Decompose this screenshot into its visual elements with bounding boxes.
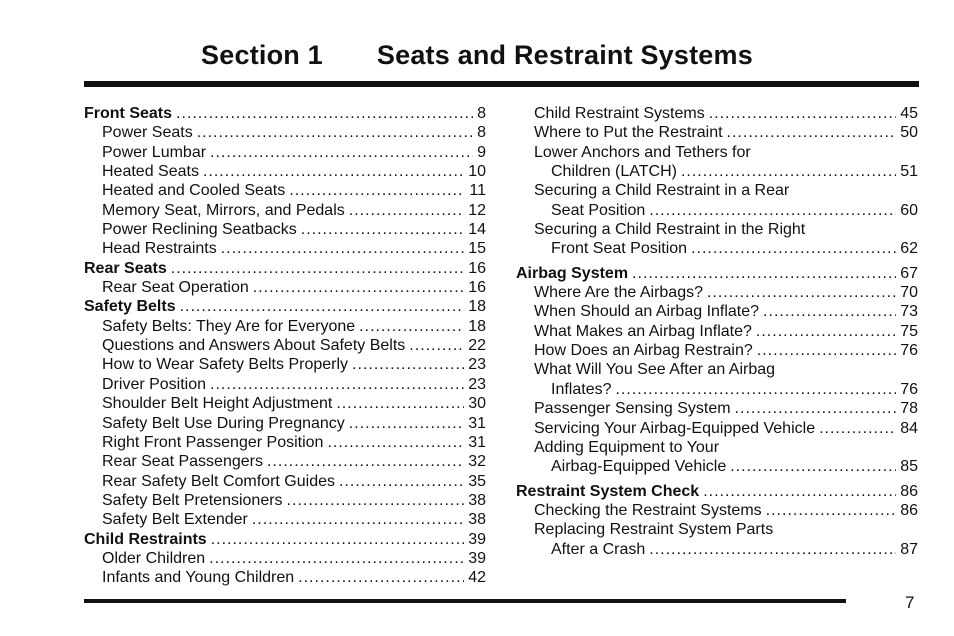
toc-entry[interactable] (84, 355, 486, 374)
toc-section-entry[interactable] (84, 530, 486, 549)
toc-entry-label: Older Children (102, 549, 206, 567)
toc-entry[interactable] (84, 491, 486, 510)
toc-entry-page: 30 (468, 395, 486, 413)
toc-entry-page: 10 (468, 163, 486, 181)
toc-entry-label: Head Restraints (102, 240, 217, 258)
dot-leader (336, 394, 464, 413)
toc-entry-label: Lower Anchors and Tethers for (534, 143, 751, 161)
toc-entry-label: Rear Seat Passengers (102, 453, 263, 471)
toc-entry-page: 76 (900, 342, 918, 360)
dot-leader (349, 201, 464, 220)
toc-entry[interactable] (84, 472, 486, 491)
dot-leader (707, 283, 896, 302)
toc-entry[interactable] (516, 302, 918, 321)
toc-entry[interactable] (516, 419, 918, 438)
toc-entry-page: 8 (477, 105, 486, 122)
dot-leader (197, 123, 473, 142)
toc-entry-label: Where to Put the Restraint (534, 124, 723, 142)
dot-leader (289, 181, 465, 200)
toc-entry-label: Rear Safety Belt Comfort Guides (102, 472, 335, 490)
section-heading (0, 40, 954, 71)
dot-leader (171, 259, 464, 278)
toc-entry[interactable] (84, 162, 486, 181)
toc-entry-label: Front Seat Position (551, 240, 688, 258)
toc-entry-label: Restraint System Check (516, 482, 700, 500)
toc-entry-label: How Does an Airbag Restrain? (534, 342, 753, 360)
toc-entry-label: Passenger Sensing System (534, 400, 731, 418)
toc-entry-page: 73 (900, 303, 918, 321)
toc-entry-label: Safety Belts (84, 298, 176, 316)
dot-leader (709, 104, 896, 123)
toc-entry-page: 38 (468, 511, 486, 529)
toc-entry-label: Memory Seat, Mirrors, and Pedals (102, 201, 345, 219)
toc-entry-label: Power Reclining Seatbacks (102, 221, 297, 239)
toc-entry-label: Safety Belt Pretensioners (102, 491, 283, 509)
toc-entry-page: 60 (900, 201, 918, 219)
dot-leader (298, 568, 464, 587)
toc-entry[interactable] (84, 201, 486, 220)
toc-entry-label: What Will You See After an Airbag (534, 361, 776, 379)
toc-entry-label: Safety Belt Extender (102, 511, 248, 529)
toc-entry-page: 38 (468, 491, 486, 509)
toc-entry-label: Securing a Child Restraint in a Rear (534, 182, 790, 200)
toc-section-entry[interactable] (84, 104, 486, 123)
toc-entry-label: Child Restraint Systems (534, 105, 705, 122)
toc-entry-label: Right Front Passenger Position (102, 433, 324, 451)
toc-entry-label: Power Lumbar (102, 143, 207, 161)
toc-entry-label: Replacing Restraint System Parts (534, 521, 774, 539)
toc-entry-label: Adding Equipment to Your (534, 438, 720, 456)
dot-leader (301, 220, 464, 239)
toc-entry-label: Heated and Cooled Seats (102, 182, 286, 200)
toc-section-entry[interactable] (516, 264, 918, 283)
toc-entry-page: 8 (477, 124, 486, 142)
dot-leader (209, 549, 464, 568)
toc-entry-label: Securing a Child Restraint in the Right (534, 221, 806, 239)
dot-leader (221, 239, 464, 258)
dot-leader (691, 239, 896, 258)
dot-leader (681, 162, 896, 181)
toc-entry[interactable] (84, 452, 486, 471)
dot-leader (359, 317, 464, 336)
toc-entry[interactable] (516, 341, 918, 360)
toc-entry-label: Power Seats (102, 124, 193, 142)
dot-leader (267, 452, 464, 471)
top-rule (84, 81, 919, 87)
toc-entry[interactable] (516, 501, 918, 520)
toc-entry[interactable] (516, 438, 918, 457)
toc-entry-page: 16 (468, 279, 486, 297)
dot-leader (352, 355, 464, 374)
toc-entry-page: 9 (477, 143, 486, 161)
dot-leader (210, 143, 473, 162)
toc-entry-page: 70 (900, 284, 918, 302)
toc-entry-page: 50 (900, 124, 918, 142)
dot-leader (287, 491, 465, 510)
toc-entry[interactable] (516, 143, 918, 162)
toc-section-entry[interactable] (84, 297, 486, 316)
toc-entry[interactable] (84, 394, 486, 413)
toc-left-column (84, 104, 486, 588)
dot-leader (649, 201, 896, 220)
toc-entry-label: Rear Seat Operation (102, 279, 249, 297)
toc-entry[interactable] (516, 399, 918, 418)
toc-entry[interactable] (84, 568, 486, 587)
toc-entry-label: Safety Belts: They Are for Everyone (102, 317, 356, 335)
toc-entry-label: Questions and Answers About Safety Belts (102, 337, 406, 355)
toc-entry-page: 15 (468, 240, 486, 258)
dot-leader (766, 501, 897, 520)
toc-entry-page: 42 (468, 569, 486, 587)
toc-entry-page: 23 (468, 375, 486, 393)
toc-entry[interactable] (516, 123, 918, 142)
toc-entry-label: Airbag System (516, 264, 629, 282)
toc-entry[interactable] (516, 322, 918, 341)
dot-leader (203, 162, 464, 181)
toc-entry-label: When Should an Airbag Inflate? (534, 303, 760, 321)
toc-entry-label: Front Seats (84, 105, 173, 122)
toc-entry-page: 84 (900, 419, 918, 437)
dot-leader (327, 433, 464, 452)
section-label: Section 1 (201, 40, 323, 70)
toc-entry-page: 23 (468, 356, 486, 374)
toc-entry[interactable] (516, 380, 918, 399)
toc-entry-label: Rear Seats (84, 259, 167, 277)
dot-leader (727, 123, 897, 142)
dot-leader (180, 297, 465, 316)
toc-entry[interactable] (84, 123, 486, 142)
toc-entry-label: Safety Belt Use During Pregnancy (102, 414, 345, 432)
dot-leader (819, 419, 896, 438)
dot-leader (649, 540, 896, 559)
toc-entry[interactable] (84, 433, 486, 452)
toc-entry-label: What Makes an Airbag Inflate? (534, 322, 752, 340)
toc-section-entry[interactable] (516, 482, 918, 501)
toc-entry-page: 75 (900, 322, 918, 340)
toc-entry-page: 85 (900, 458, 918, 476)
dot-leader (409, 336, 464, 355)
toc-section-entry[interactable] (84, 259, 486, 278)
toc-entry[interactable] (516, 520, 918, 539)
toc-entry[interactable] (84, 181, 486, 200)
toc-entry-page: 67 (900, 264, 918, 282)
dot-leader (756, 322, 896, 341)
toc-entry-page: 16 (468, 259, 486, 277)
toc-entry[interactable] (84, 317, 486, 336)
toc-entry-page: 31 (468, 433, 486, 451)
toc-entry-page: 87 (900, 540, 918, 558)
dot-leader (349, 414, 464, 433)
toc-entry[interactable] (84, 278, 486, 297)
toc-entry-label: Airbag-Equipped Vehicle (551, 458, 727, 476)
toc-entry-label: Servicing Your Airbag-Equipped Vehicle (534, 419, 816, 437)
toc-entry-page: 78 (900, 400, 918, 418)
toc-entry-label: How to Wear Safety Belts Properly (102, 356, 349, 374)
toc-entry-page: 22 (468, 337, 486, 355)
toc-entry-label: Seat Position (551, 201, 646, 219)
dot-leader (763, 302, 896, 321)
toc-entry-page: 14 (468, 221, 486, 239)
dot-leader (210, 375, 464, 394)
dot-leader (252, 510, 464, 529)
toc-entry-page: 51 (900, 163, 918, 181)
toc-entry[interactable] (84, 549, 486, 568)
dot-leader (176, 104, 473, 123)
toc-entry[interactable] (84, 143, 486, 162)
toc-entry-page: 12 (468, 201, 486, 219)
toc-entry[interactable] (516, 181, 918, 200)
toc-entry-page: 18 (468, 317, 486, 335)
toc-right-column (516, 104, 918, 559)
dot-leader (615, 380, 896, 399)
toc-entry[interactable] (84, 336, 486, 355)
toc-entry-label: Heated Seats (102, 163, 199, 181)
toc-entry-label: After a Crash (551, 540, 646, 558)
toc-entry-label: Inflates? (551, 380, 612, 398)
toc-entry-page: 39 (468, 549, 486, 567)
toc-entry[interactable] (516, 457, 918, 476)
dot-leader (339, 472, 464, 491)
toc-entry[interactable] (516, 283, 918, 302)
toc-entry-label: Child Restraints (84, 530, 207, 548)
toc-entry-page: 35 (468, 472, 486, 490)
toc-entry[interactable] (516, 220, 918, 239)
toc-entry-page: 86 (900, 482, 918, 500)
toc-entry[interactable] (516, 540, 918, 559)
toc-entry-label: Where Are the Airbags? (534, 284, 703, 302)
toc-entry-page: 11 (469, 182, 486, 200)
toc-entry-page: 45 (900, 105, 918, 122)
toc-entry-page: 86 (900, 501, 918, 519)
toc-entry[interactable] (84, 239, 486, 258)
toc-entry[interactable] (516, 104, 918, 123)
toc-entry-page: 18 (468, 298, 486, 316)
toc-entry-label: Driver Position (102, 375, 207, 393)
toc-entry-label: Shoulder Belt Height Adjustment (102, 395, 333, 413)
page-number: 7 (905, 593, 915, 612)
dot-leader (211, 530, 465, 549)
toc-entry[interactable] (84, 510, 486, 529)
toc-entry[interactable] (84, 220, 486, 239)
section-title: Seats and Restraint Systems (376, 40, 753, 70)
toc-entry-label: Children (LATCH) (551, 163, 677, 181)
toc-entry[interactable] (516, 360, 918, 379)
toc-entry[interactable] (84, 414, 486, 433)
toc-entry-label: Checking the Restraint Systems (534, 501, 762, 519)
toc-entry[interactable] (516, 201, 918, 220)
toc-entry-page: 31 (468, 414, 486, 432)
dot-leader (253, 278, 464, 297)
dot-leader (632, 264, 896, 283)
toc-entry-label: Infants and Young Children (102, 569, 295, 587)
toc-entry-page: 32 (468, 453, 486, 471)
toc-entry-page: 62 (900, 240, 918, 258)
toc-entry[interactable] (516, 239, 918, 258)
toc-entry-page: 76 (900, 380, 918, 398)
dot-leader (735, 399, 897, 418)
toc-entry[interactable] (516, 162, 918, 181)
dot-leader (730, 457, 896, 476)
toc-entry[interactable] (84, 375, 486, 394)
dot-leader (703, 482, 896, 501)
bottom-rule (84, 599, 846, 603)
dot-leader (757, 341, 896, 360)
toc-entry-page: 39 (468, 530, 486, 548)
